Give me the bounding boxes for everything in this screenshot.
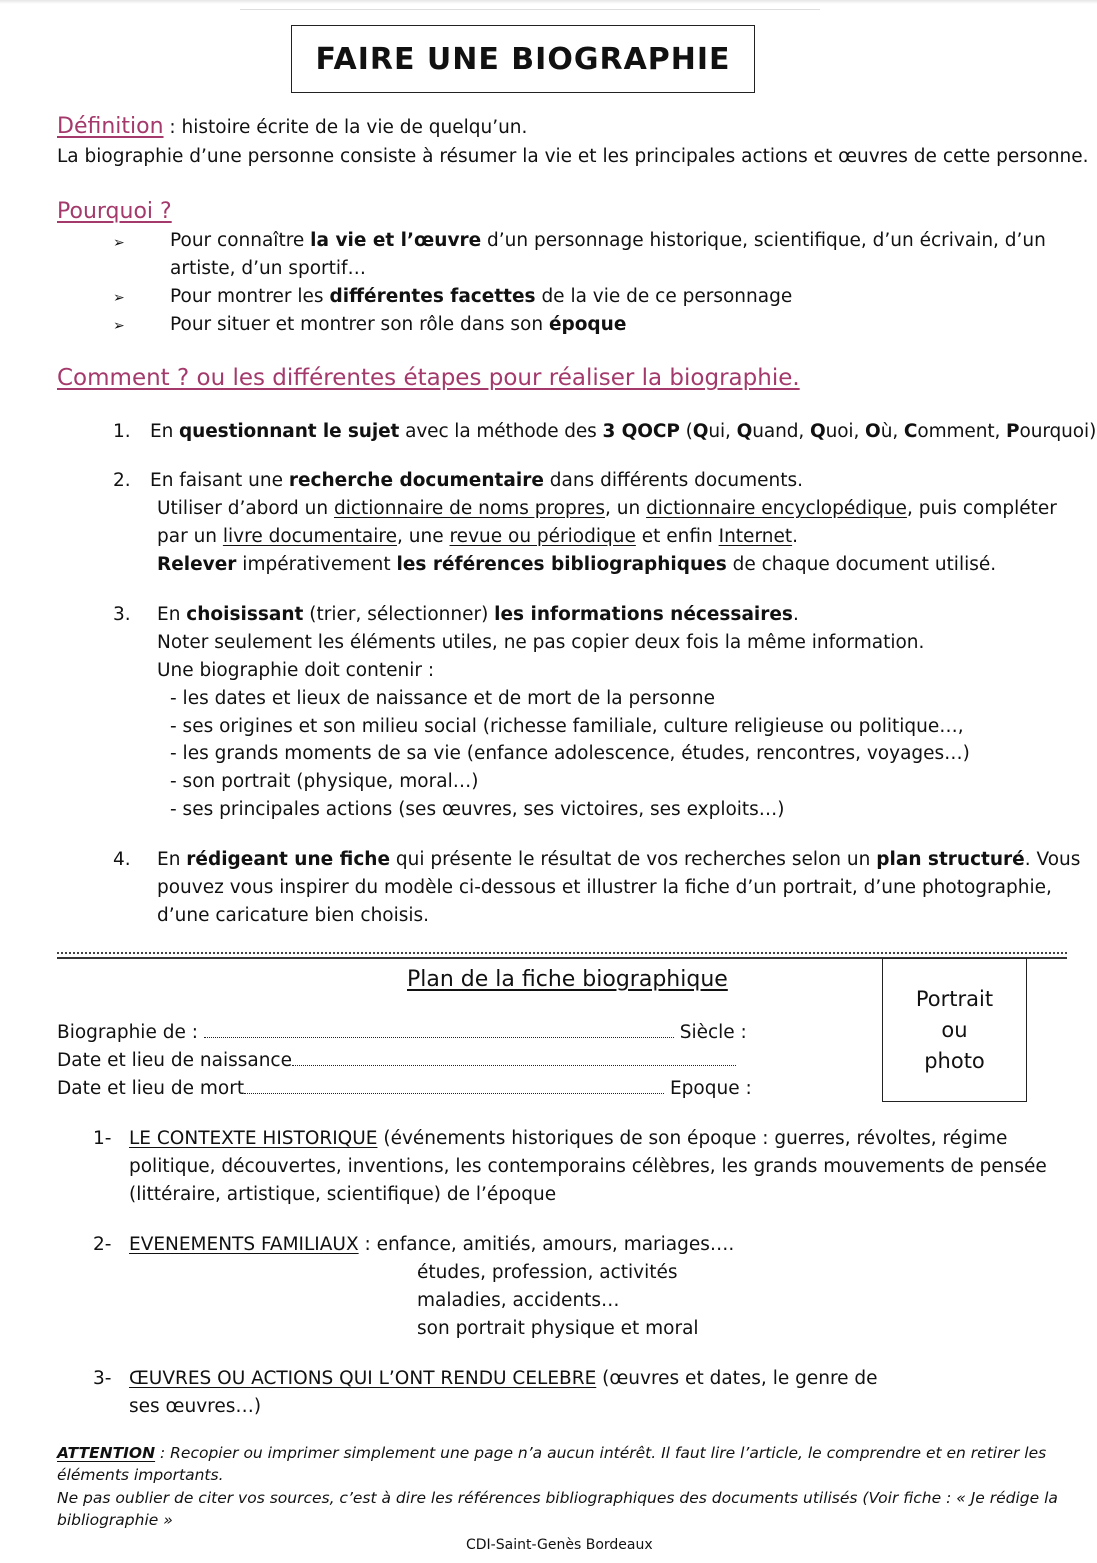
list-item: - son portrait (physique, moral…) bbox=[170, 771, 479, 792]
plan-heading: Plan de la fiche biographique bbox=[407, 967, 728, 992]
arrow-bullet-icon: ➢ bbox=[113, 318, 125, 334]
section-2-line3: maladies, accidents… bbox=[417, 1290, 620, 1311]
page-top-rule bbox=[240, 9, 820, 10]
step-1-number: 1. bbox=[113, 421, 131, 442]
step-3-line2: Noter seulement les éléments utiles, ne pas copier deux fois la même information. bbox=[157, 632, 925, 653]
step-4-number: 4. bbox=[113, 849, 131, 870]
step-2-line2: Utiliser d’abord un dictionnaire de noms propres, un dictionnaire encyclopédique, puis compléter bbox=[157, 498, 1057, 519]
biographie-de-line: Biographie de : Siècle : bbox=[57, 1022, 747, 1043]
section-3-line2: ses œuvres…) bbox=[129, 1396, 262, 1417]
section-3-text: ŒUVRES OU ACTIONS QUI L’ONT RENDU CELEBRE (œuvres et dates, le genre de bbox=[129, 1368, 878, 1389]
naissance-line: Date et lieu de naissance bbox=[57, 1050, 736, 1071]
fill-in-dots bbox=[244, 1079, 664, 1094]
attention-label: ATTENTION bbox=[57, 1444, 156, 1462]
step-1-text: En questionnant le sujet avec la méthode des 3 QOCP (Qui, Quand, Quoi, Où, Comment, Pourquoi) bbox=[150, 421, 1097, 442]
pourquoi-item-2: Pour montrer les différentes facettes de la vie de ce personnage bbox=[170, 286, 793, 307]
portrait-photo: photo bbox=[924, 1048, 985, 1073]
pourquoi-heading: Pourquoi ? bbox=[57, 199, 172, 224]
pourquoi-item-3: Pour situer et montrer son rôle dans son époque bbox=[170, 314, 627, 335]
list-item: - les grands moments de sa vie (enfance adolescence, études, rencontres, voyages…) bbox=[170, 743, 970, 764]
page-top-edge bbox=[0, 0, 1097, 4]
step-4-line3: d’une caricature bien choisis. bbox=[157, 905, 430, 926]
dotted-separator bbox=[57, 952, 1067, 954]
step-2-number: 2. bbox=[113, 470, 131, 491]
definition-text: histoire écrite de la vie de quelqu’un. bbox=[181, 117, 528, 138]
attention-line3: Ne pas oublier de citer vos sources, c’est à dire les références bibliographiques des documents utilisés (Voir fiche : « Je rédige la bbox=[57, 1489, 1058, 1507]
step-4-text: En rédigeant une fiche qui présente le résultat de vos recherches selon un plan structuré. Vous bbox=[157, 849, 1081, 870]
title-box bbox=[291, 25, 755, 93]
definition-line2: La biographie d’une personne consiste à résumer la vie et les principales actions et œuvres de cette personne. bbox=[57, 146, 1089, 167]
step-4-line2: pouvez vous inspirer du modèle ci-dessous et illustrer la fiche d’un portrait, d’une photographie, bbox=[157, 877, 1052, 898]
section-1-number: 1- bbox=[93, 1128, 112, 1149]
pourquoi-item-1: Pour connaître la vie et l’œuvre d’un personnage historique, scientifique, d’un écrivain, d’un bbox=[170, 230, 1046, 251]
definition-colon: : bbox=[163, 117, 182, 138]
definition-line bbox=[57, 114, 527, 139]
fill-in-dots bbox=[204, 1023, 674, 1038]
section-1-line3: (littéraire, artistique, scientifique) de l’époque bbox=[129, 1184, 557, 1205]
section-2-number: 2- bbox=[93, 1234, 112, 1255]
attention-line2: éléments importants. bbox=[57, 1466, 224, 1484]
step-2-line3: par un livre documentaire, une revue ou périodique et enfin Internet. bbox=[157, 526, 798, 547]
portrait-box bbox=[882, 958, 1027, 1102]
page-title: FAIRE UNE BIOGRAPHIE bbox=[315, 41, 731, 77]
portrait-ou: ou bbox=[941, 1017, 968, 1042]
section-3-number: 3- bbox=[93, 1368, 112, 1389]
page-footer: CDI-Saint-Genès Bordeaux bbox=[466, 1537, 653, 1553]
list-item: - les dates et lieux de naissance et de mort de la personne bbox=[170, 688, 716, 709]
fill-in-dots bbox=[292, 1051, 736, 1066]
arrow-bullet-icon: ➢ bbox=[113, 290, 125, 306]
attention-line4: bibliographie » bbox=[57, 1511, 173, 1529]
section-1-text: LE CONTEXTE HISTORIQUE (événements historiques de son époque : guerres, révoltes, régime bbox=[129, 1128, 1008, 1149]
arrow-bullet-icon: ➢ bbox=[113, 235, 125, 251]
step-3-text: En choisissant (trier, sélectionner) les informations nécessaires. bbox=[157, 604, 799, 625]
step-3-line3: Une biographie doit contenir : bbox=[157, 660, 435, 681]
definition-heading: Définition bbox=[57, 114, 164, 139]
step-2-line4: Relever impérativement les références bibliographiques de chaque document utilisé. bbox=[157, 554, 997, 575]
step-2-text: En faisant une recherche documentaire dans différents documents. bbox=[150, 470, 804, 491]
pourquoi-item-1-cont: artiste, d’un sportif… bbox=[170, 258, 367, 279]
section-2-text: EVENEMENTS FAMILIAUX : enfance, amitiés, amours, mariages…. bbox=[129, 1234, 735, 1255]
portrait-label: Portrait bbox=[915, 986, 994, 1011]
comment-heading: Comment ? ou les différentes étapes pour réaliser la biographie. bbox=[57, 365, 800, 391]
section-2-line2: études, profession, activités bbox=[417, 1262, 678, 1283]
section-1-line2: politique, découvertes, inventions, les contemporains célèbres, les grands mouvements de pensée bbox=[129, 1156, 1047, 1177]
mort-line: Date et lieu de mort Epoque : bbox=[57, 1078, 752, 1099]
list-item: - ses principales actions (ses œuvres, ses victoires, ses exploits…) bbox=[170, 799, 785, 820]
section-2-line4: son portrait physique et moral bbox=[417, 1318, 699, 1339]
attention-line1: ATTENTION : Recopier ou imprimer simplement une page n’a aucun intérêt. Il faut lire l’article, le comprendre et en retirer les bbox=[57, 1444, 1047, 1462]
list-item: - ses origines et son milieu social (richesse familiale, culture religieuse ou politique…, bbox=[170, 716, 964, 737]
step-3-number: 3. bbox=[113, 604, 131, 625]
